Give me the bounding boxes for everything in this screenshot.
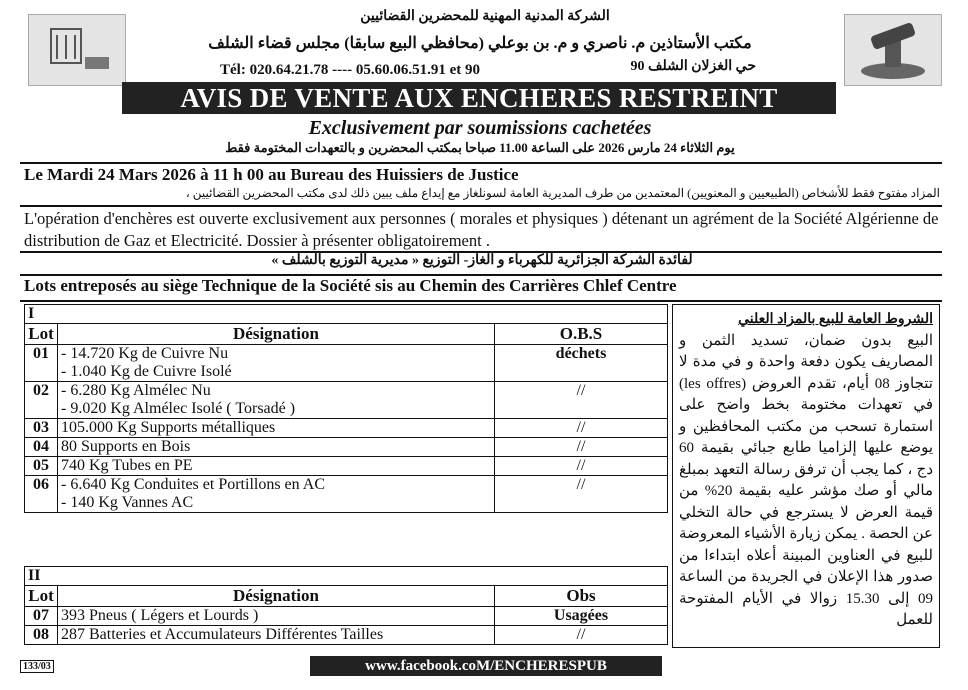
designation-line: - 9.020 Kg Almélec Isolé ( Torsadé )	[61, 400, 296, 417]
date-line: Le Mardi 24 Mars 2026 à 11 h 00 au Bureau des Huissiers de Justice	[24, 165, 519, 184]
designation-line: - 1.040 Kg de Cuivre Isolé	[61, 363, 232, 380]
column-header-lot: Lot	[25, 586, 58, 607]
lot-obs: //	[495, 382, 668, 419]
lot-obs: //	[495, 438, 668, 457]
column-header-lot: Lot	[25, 324, 58, 345]
divider	[20, 162, 942, 164]
page-title: AVIS DE VENTE AUX ENCHERES RESTREINT	[122, 82, 836, 114]
lot-designation	[58, 345, 495, 382]
general-conditions-text: البيع بدون ضمان، تسديد الثمن و المصاريف يكون دفعة واحدة و في مدة لا تتجاوز 08 أيام، تقدم العروض (les offres) في تعهدات مختومة بخط واضح على استمارة تسحب من مكتب المحافظين و يوضع عليها إلزاميا طابع جبائي بقيمة 60 دج ، كما يجب أن ترفق رسالة التعهد بمبلغ مالي أو صك مؤشر عليه بقيمة 20% من قيمة العرض لا يسترجع في حالة التخلي عن الحصة . يمكن زيارة الأشياء المعروضة للبيع في العناوين المبينة أعلاه ابتداءا من صدور هذا الإعلان في الجريدة من الساعة 09 إلى 15.30 زوالا في الأيام المفتوحة للعمل	[679, 332, 933, 628]
general-conditions-title: الشروط العامة للبيع بالمزاد العلني	[738, 312, 933, 327]
designation-line: 105.000 Kg Supports métalliques	[58, 419, 495, 438]
section-number: II	[25, 567, 668, 586]
column-header-obs: Obs	[495, 586, 668, 607]
lot-number: 01	[25, 345, 58, 382]
left-logo	[28, 14, 126, 86]
lot-obs: //	[495, 626, 668, 645]
designation-line: 287 Batteries et Accumulateurs Différentes Tailles	[58, 626, 495, 645]
right-logo	[844, 14, 942, 86]
lot-obs: //	[495, 457, 668, 476]
designation-line: 80 Supports en Bois	[58, 438, 495, 457]
lot-number: 02	[25, 382, 58, 419]
table-row	[25, 382, 668, 419]
lot-obs: //	[495, 419, 668, 438]
lots-table-section-2	[24, 566, 668, 645]
column-header-designation: Désignation	[58, 324, 495, 345]
general-conditions-box	[672, 304, 940, 648]
table-row	[25, 626, 668, 645]
telephone-line	[220, 62, 740, 79]
lots-table-section-1	[24, 304, 668, 513]
lots-location: Lots entreposés au siège Technique de la Société sis au Chemin des Carrières Chlef Centre	[24, 276, 677, 295]
tel-number-1: 020.64.21.78	[249, 62, 329, 78]
table-row	[25, 607, 668, 626]
table-row	[25, 438, 668, 457]
eligibility-paragraph: L'opération d'enchères est ouverte exclusivement aux personnes ( morales et physiques ) détenant un agrément de la Société Algérienne de distribution de Gaz et Electricité. Dossier à présenter obligatoirement .	[24, 209, 939, 250]
table-row	[25, 457, 668, 476]
tel-label: Tél:	[220, 62, 246, 78]
lot-obs: Usagées	[495, 607, 668, 626]
tel-separator: ----	[332, 62, 353, 78]
office-name-ar: مكتب الأستاذين م. ناصري و م. بن بوعلي (محافظي البيع سابقا) مجلس قضاء الشلف	[208, 35, 752, 52]
designation-line: - 6.640 Kg Conduites et Portillons en AC	[61, 476, 325, 493]
lot-number: 03	[25, 419, 58, 438]
lot-number: 05	[25, 457, 58, 476]
lot-number: 08	[25, 626, 58, 645]
table-row	[25, 476, 668, 513]
column-header-obs: O.B.S	[495, 324, 668, 345]
table-row	[25, 419, 668, 438]
tel-number-2: 05.60.06.51.91	[355, 62, 446, 78]
address-ar: حي الغزلان الشلف 90	[630, 59, 756, 74]
lot-number: 04	[25, 438, 58, 457]
company-name-ar: الشركة المدنية المهنية للمحضرين القضائيين	[360, 9, 610, 24]
subtitle-ar: يوم الثلاثاء 24 مارس 2026 على الساعة 11.00 صباحا بمكتب المحضرين و بالتعهدات المختومة فقط	[225, 140, 735, 155]
designation-line: - 14.720 Kg de Cuivre Nu	[61, 345, 229, 362]
divider	[20, 300, 942, 302]
divider	[20, 205, 942, 207]
table-row	[25, 345, 668, 382]
lot-number: 07	[25, 607, 58, 626]
designation-line: - 6.280 Kg Almélec Nu	[61, 382, 211, 399]
condition-ar: المزاد مفتوح فقط للأشخاص (الطبيعيين و المعنويين) المعتمدين من طرف المديرية العامة لسونلغاز مع إيداع ملف يبين ذلك لدى مكتب المحضرين القضائيين ،	[185, 186, 940, 200]
lot-obs: déchets	[495, 345, 668, 382]
lot-number: 06	[25, 476, 58, 513]
section-number: I	[25, 305, 668, 324]
column-header-designation: Désignation	[58, 586, 495, 607]
lot-obs: //	[495, 476, 668, 513]
reference-code: 133/03	[20, 660, 54, 673]
lot-designation	[58, 476, 495, 513]
designation-line: 740 Kg Tubes en PE	[58, 457, 495, 476]
tel-and: et 90	[449, 62, 480, 78]
designation-line: - 140 Kg Vannes AC	[61, 494, 194, 511]
footer-url: www.facebook.coM/ENCHERESPUB	[310, 656, 662, 676]
designation-line: 393 Pneus ( Légers et Lourds )	[58, 607, 495, 626]
subtitle: Exclusivement par soumissions cachetées	[308, 117, 652, 139]
beneficiary-ar: لفائدة الشركة الجزائرية للكهرباء و الغاز- التوزيع « مديرية التوزيع بالشلف »	[271, 253, 693, 268]
lot-designation	[58, 382, 495, 419]
